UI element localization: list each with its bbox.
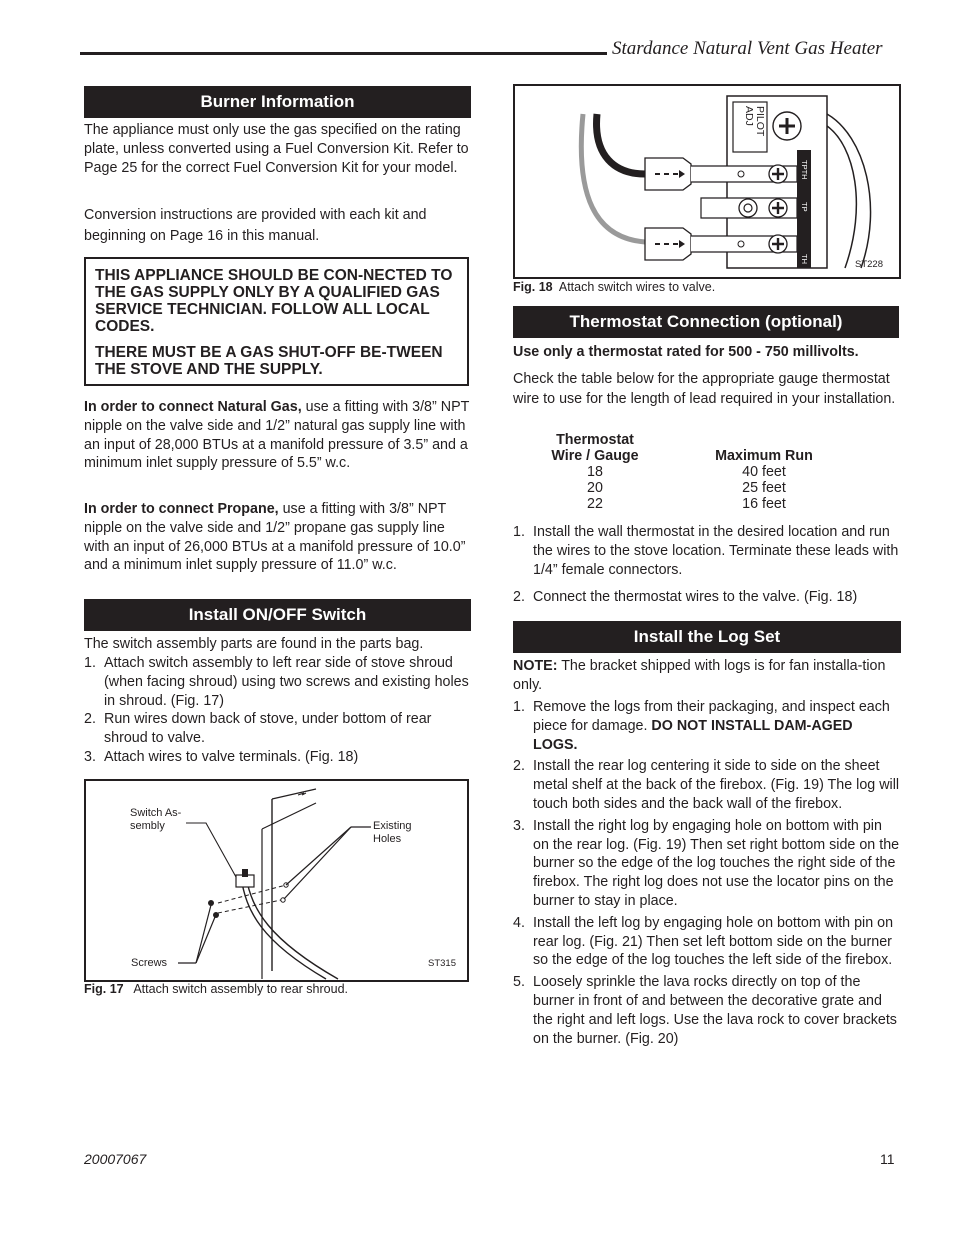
fig17-code: ST315 <box>428 958 456 969</box>
fig17-caption <box>84 982 348 996</box>
step-text: Attach switch assembly to left rear side of stove shroud (when facing shroud) using two screws and existing holes in shroud. (Fig. 17) <box>104 655 469 709</box>
step-text: Run wires down back of stove, under bottom of rear shroud to valve. <box>104 711 432 747</box>
step-text: Loosely sprinkle the lava rocks directly on top of the burner in front of and between the decorative grate and the right and left logs. Use the lava rock to cover brackets on the burner. (Fig. 20) <box>533 974 897 1047</box>
step-text: Attach wires to valve terminals. (Fig. 18) <box>104 748 359 765</box>
fig18-caption-number: Fig. 18 <box>513 280 553 294</box>
burner-paragraph-2: Conversion instructions are provided with each kit and beginning on Page 16 in this manual. <box>84 207 427 244</box>
list-item <box>513 523 901 579</box>
step-number: 2. <box>513 758 525 775</box>
list-item <box>513 757 901 813</box>
log-note-lead: NOTE: <box>513 658 558 674</box>
list-item <box>513 973 901 1048</box>
natural-gas-text: use a fitting with 3/8” NPT nipple on the valve side and 1/2” natural gas supply line with an input of 28,000 BTUs at a manifold pressure of 3.5” and a minimum inlet supply pressure of 5.5” w.c. <box>84 399 470 472</box>
valve-illustration <box>515 86 899 277</box>
table-cell-gauge: 20 <box>587 480 603 496</box>
step-number: 2. <box>84 711 96 728</box>
step-number: 1. <box>513 524 525 540</box>
step-text: Connect the thermostat wires to the valve. (Fig. 18) <box>533 589 858 606</box>
thermostat-steps <box>513 523 901 607</box>
table-cell-run: 40 feet <box>742 464 786 480</box>
log-note-text: The bracket shipped with logs is for fan installa-tion only. <box>513 658 886 693</box>
fig18-th-label: TH <box>800 254 809 264</box>
step-text: Remove the logs from their packaging, and inspect each piece for damage. <box>533 699 890 734</box>
warning-text-1: THIS APPLIANCE SHOULD BE CON-NECTED TO THE GAS SUPPLY ONLY BY A QUALIFIED GAS SERVICE TECHNICIAN. FOLLOW ALL LOCAL CODES. <box>95 267 453 335</box>
log-steps <box>513 698 901 1048</box>
list-item <box>84 654 469 710</box>
step-number: 3. <box>84 748 96 765</box>
switch-intro: The switch assembly parts are found in the parts bag. <box>84 636 424 652</box>
burner-heading: Burner Information <box>84 86 471 118</box>
list-item <box>84 748 469 767</box>
document-number: 20007067 <box>84 1151 147 1167</box>
burner-paragraph-1: The appliance must only use the gas specified on the rating plate, unless converted using a Fuel Conversion Kit. Refer to Page 25 for the correct Fuel Conversion Kit for your model. <box>84 122 469 176</box>
wire-gauge-table <box>513 433 903 513</box>
list-item <box>513 588 901 607</box>
table-cell-run: 25 feet <box>742 480 786 496</box>
figure-17 <box>84 779 469 982</box>
table-cell-gauge: 22 <box>587 496 603 512</box>
warning-box <box>84 257 469 386</box>
step-number: 1. <box>513 699 525 715</box>
list-item <box>513 817 901 911</box>
list-item <box>84 710 469 748</box>
propane-text: use a fitting with 3/8” NPT nipple on the valve side and 1/2” propane gas supply line with an input of 26,000 BTUs at a manifold pressure of 10.0” and a minimum inlet supply pressure of 11.0” w.c. <box>84 501 466 574</box>
thermostat-paragraph: Check the table below for the appropriate gauge thermostat wire to use for the length of lead required in your installation. <box>513 371 896 407</box>
log-set-heading: Install the Log Set <box>513 621 901 653</box>
fig18-tpth-label: TPTH <box>800 160 809 180</box>
fig17-holes-label: Existing Holes <box>373 820 412 845</box>
fig17-caption-text: Attach switch assembly to rear shroud. <box>133 982 349 996</box>
propane-lead: In order to connect Propane, <box>84 501 279 517</box>
page-number: 11 <box>880 1151 895 1167</box>
header-rule <box>80 52 607 55</box>
figure-18 <box>513 84 901 279</box>
switch-steps <box>84 654 469 767</box>
thermostat-heading: Thermostat Connection (optional) <box>513 306 899 338</box>
step-text-bold: DO NOT INSTALL DAM-AGED LOGS. <box>533 717 853 753</box>
fig18-tp-label: TP <box>800 202 809 212</box>
propane-paragraph <box>84 500 474 575</box>
natural-gas-lead: In order to connect Natural Gas, <box>84 399 302 415</box>
table-cell-gauge: 18 <box>587 464 603 480</box>
step-number: 1. <box>84 655 96 671</box>
fig18-caption-text: Attach switch wires to valve. <box>558 280 716 294</box>
step-text: Install the right log by engaging hole on bottom with pin on the rear log. (Fig. 19) Then set right bottom side on the burner so the edge of the log touches the right side of the firebox. The right log does not use the locator pins on the burner to stay in place. <box>533 817 900 909</box>
switch-heading: Install ON/OFF Switch <box>84 599 471 631</box>
step-number: 2. <box>513 589 525 606</box>
fig18-code: ST228 <box>855 259 883 270</box>
header-title: Stardance Natural Vent Gas Heater <box>612 38 883 59</box>
step-number: 4. <box>513 914 525 931</box>
table-header-thermostat: Thermostat <box>556 432 634 448</box>
list-item <box>513 914 901 970</box>
step-text: Install the wall thermostat in the desired location and run the wires to the stove location. Terminate these leads with 1/4” female connectors. <box>533 524 899 578</box>
fig18-caption <box>513 280 715 294</box>
step-number: 5. <box>513 974 525 991</box>
fig17-screws-label: Screws <box>131 957 168 969</box>
list-item <box>513 698 901 754</box>
step-number: 3. <box>513 817 525 834</box>
step-text: Install the rear log centering it side to side on the sheet metal shelf at the back of the firebox. (Fig. 19) The log will touch both sides and the back wall of the firebox. <box>533 758 900 812</box>
fig17-caption-number: Fig. 17 <box>84 982 124 996</box>
fig18-pilot-label: PILOT ADJ <box>743 106 766 137</box>
fig17-switch-label: Switch As- sembly <box>130 807 182 832</box>
thermostat-rating: Use only a thermostat rated for 500 - 750 millivolts. <box>513 344 859 360</box>
log-note <box>513 657 903 695</box>
step-text: Install the left log by engaging hole on bottom with pin on rear log. (Fig. 21) Then set left bottom side on the burner so the edge of the log touches the left side of the firebox. <box>533 914 894 969</box>
table-cell-run: 16 feet <box>742 496 786 512</box>
warning-text-2: THERE MUST BE A GAS SHUT-OFF BE-TWEEN THE STOVE AND THE SUPPLY. <box>95 344 443 378</box>
table-header-max-run: Maximum Run <box>715 448 813 464</box>
natural-gas-paragraph <box>84 398 474 473</box>
table-header-gauge: Wire / Gauge <box>551 448 639 464</box>
